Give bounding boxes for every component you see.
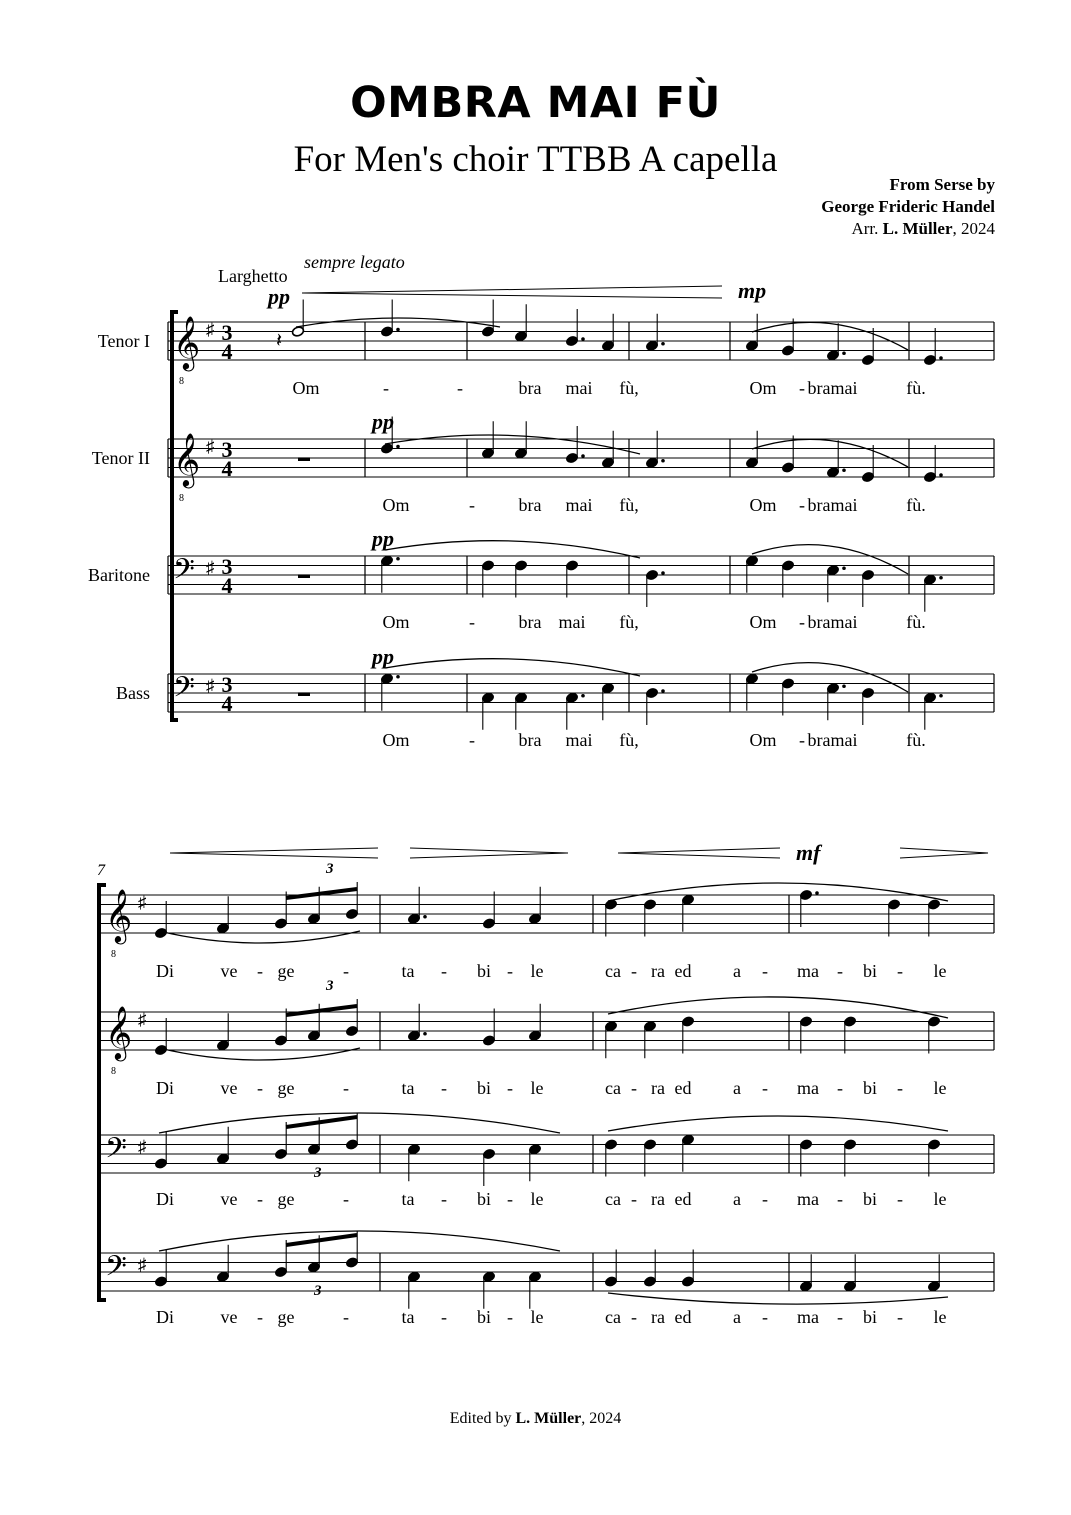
beam (286, 1235, 357, 1245)
lyric-syllable: ca (605, 1189, 621, 1209)
score-subtitle: For Men's choir TTBB A capella (293, 139, 778, 180)
lyric-syllable: ra (651, 1189, 665, 1209)
dynamic-pp: pp (372, 526, 394, 551)
lyric-syllable: - (257, 1078, 263, 1098)
tuplet-number: 3 (314, 1283, 322, 1299)
lyric-syllable: ca (605, 961, 621, 981)
key-signature-sharp: ♯ (138, 1255, 147, 1274)
treble-clef-icon: 𝄞 (105, 1007, 133, 1058)
lyric-syllable: bra (807, 612, 831, 632)
lyric-syllable: ma (797, 1307, 819, 1327)
key-signature-sharp: ♯ (138, 1010, 147, 1029)
lyric-syllable: Om (382, 612, 410, 632)
lyric-syllable: fù, (619, 730, 639, 750)
whole-rest-icon: ▬ (298, 450, 310, 464)
lyric-syllable: mai (830, 730, 858, 750)
whole-rest-icon: ▬ (298, 567, 310, 581)
lyric-syllable: Om (749, 612, 777, 632)
lyric-syllable: Di (156, 1307, 174, 1327)
time-signature-top: 3 (221, 554, 233, 579)
octave-marker: 8 (179, 493, 184, 504)
lyric-syllable: - (343, 1078, 349, 1098)
arranger-prefix: Arr. (851, 219, 879, 238)
lyric-syllable: ve (220, 961, 238, 981)
lyric-syllable: le (530, 1307, 544, 1327)
lyric-syllable: fù, (619, 495, 639, 515)
lyric-syllable: - (897, 961, 903, 981)
lyric-syllable: - (457, 378, 463, 398)
lyric-syllable: - (343, 961, 349, 981)
expression-marking: sempre legato (304, 252, 405, 272)
arranger-year: , 2024 (952, 219, 995, 238)
lyric-syllable: Om (749, 730, 777, 750)
lyric-syllable: mai (830, 612, 858, 632)
lyric-syllable: - (799, 495, 805, 515)
system-bracket (172, 312, 178, 720)
augmentation-dot (423, 915, 427, 919)
augmentation-dot (396, 557, 400, 561)
lyric-syllable: ma (797, 1078, 819, 1098)
key-signature-sharp: ♯ (206, 676, 215, 695)
lyric-syllable: - (507, 1078, 513, 1098)
slur (752, 439, 908, 467)
lyric-syllable: a (733, 1189, 741, 1209)
lyric-syllable: ma (797, 1189, 819, 1209)
time-signature-top: 3 (221, 320, 233, 345)
bass-clef-icon: 𝄢 (105, 1252, 127, 1289)
lyric-syllable: ed (674, 1307, 692, 1327)
lyric-syllable: - (441, 1078, 447, 1098)
quarter-rest-icon: 𝄽 (276, 330, 283, 352)
lyric-syllable: - (837, 1189, 843, 1209)
lyric-syllable: bra (807, 495, 831, 515)
decrescendo-hairpin (900, 848, 988, 853)
lyric-syllable: bi (862, 961, 878, 981)
lyric-syllable: bra (518, 612, 542, 632)
lyric-syllable: ta (401, 1307, 415, 1327)
lyric-syllable: - (441, 1189, 447, 1209)
slur (385, 435, 640, 454)
lyric-syllable: ve (220, 1307, 238, 1327)
lyric-syllable: - (799, 612, 805, 632)
lyric-syllable: le (933, 961, 947, 981)
lyric-syllable: ta (401, 1078, 415, 1098)
footer-credit (0, 1410, 1071, 1428)
lyric-syllable: a (733, 1078, 741, 1098)
lyric-syllable: - (441, 961, 447, 981)
bass-clef-icon: 𝄢 (105, 1134, 127, 1171)
lyric-syllable: bra (518, 378, 542, 398)
crescendo-hairpin (170, 848, 378, 853)
lyric-syllable: bra (807, 730, 831, 750)
composer-name: George Frideric Handel (821, 197, 995, 216)
decrescendo-hairpin (900, 853, 988, 858)
time-signature-top: 3 (221, 437, 233, 462)
footer-year: , 2024 (581, 1410, 622, 1427)
augmentation-dot (423, 1032, 427, 1036)
lyric-syllable: - (441, 1307, 447, 1327)
lyric-syllable: mai (830, 495, 858, 515)
treble-clef-icon: 𝄞 (173, 434, 201, 485)
augmentation-dot (661, 459, 665, 463)
octave-marker: 8 (111, 949, 116, 960)
lyric-syllable: ve (220, 1189, 238, 1209)
lyric-syllable: - (762, 961, 768, 981)
augmentation-dot (396, 675, 400, 679)
lyric-syllable: - (507, 1307, 513, 1327)
crescendo-hairpin (618, 848, 780, 853)
lyric-syllable: - (469, 730, 475, 750)
lyric-syllable: Om (749, 378, 777, 398)
lyric-syllable: - (897, 1189, 903, 1209)
lyric-syllable: ra (651, 1307, 665, 1327)
time-signature-top: 3 (221, 672, 233, 697)
decrescendo-hairpin (410, 848, 568, 853)
lyric-syllable: le (933, 1307, 947, 1327)
lyric-syllable: ma (797, 961, 819, 981)
lyric-syllable: - (762, 1189, 768, 1209)
lyric-syllable: ge (277, 1078, 295, 1098)
augmentation-dot (939, 356, 943, 360)
lyric-syllable: fù. (906, 378, 926, 398)
lyric-syllable: Om (749, 495, 777, 515)
lyric-syllable: Di (156, 1189, 174, 1209)
whole-rest-icon: ▬ (298, 685, 310, 699)
lyric-syllable: - (837, 1307, 843, 1327)
time-signature-bottom: 4 (221, 456, 233, 481)
lyric-syllable: - (469, 495, 475, 515)
slur (385, 659, 640, 676)
slur (752, 322, 908, 350)
lyric-syllable: fù, (619, 378, 639, 398)
decrescendo-hairpin (410, 853, 568, 858)
lyric-syllable: fù, (619, 612, 639, 632)
measure-number: 7 (97, 862, 105, 879)
time-signature-bottom: 4 (221, 573, 233, 598)
lyric-syllable: le (933, 1078, 947, 1098)
lyric-syllable: fù. (906, 612, 926, 632)
crescendo-hairpin (618, 853, 780, 858)
lyric-syllable: ra (651, 1078, 665, 1098)
bass-clef-icon: 𝄢 (173, 673, 195, 710)
lyric-syllable: mai (830, 378, 858, 398)
treble-clef-icon: 𝄞 (173, 317, 201, 368)
dynamic-pp: pp (268, 284, 290, 309)
dynamic-pp: pp (372, 644, 394, 669)
lyric-syllable: le (530, 1189, 544, 1209)
lyric-syllable: - (343, 1307, 349, 1327)
lyric-syllable: - (897, 1078, 903, 1098)
lyric-syllable: - (257, 1307, 263, 1327)
lyric-syllable: ed (674, 1189, 692, 1209)
lyric-syllable: fù. (906, 495, 926, 515)
beam (286, 1006, 357, 1015)
tempo-marking: Larghetto (218, 266, 288, 286)
augmentation-dot (842, 351, 846, 355)
lyric-syllable: le (530, 1078, 544, 1098)
lyric-syllable: - (799, 378, 805, 398)
dynamic-pp: pp (372, 409, 394, 434)
lyric-syllable: - (507, 1189, 513, 1209)
lyric-syllable: - (762, 1078, 768, 1098)
lyric-syllable: - (799, 730, 805, 750)
lyric-syllable: - (897, 1307, 903, 1327)
lyric-syllable: bi (476, 1307, 492, 1327)
lyric-syllable: - (837, 961, 843, 981)
lyric-syllable: ge (277, 961, 295, 981)
lyric-syllable: ta (401, 961, 415, 981)
lyric-syllable: Di (156, 961, 174, 981)
part-name-baritone: Baritone (88, 565, 150, 585)
lyric-syllable: ca (605, 1078, 621, 1098)
lyric-syllable: - (631, 1307, 637, 1327)
footer-name: L. Müller (515, 1410, 582, 1427)
lyric-syllable: bi (862, 1078, 878, 1098)
slur (159, 1231, 560, 1251)
lyric-syllable: bra (518, 730, 542, 750)
augmentation-dot (842, 468, 846, 472)
crescendo-hairpin (302, 293, 722, 298)
lyric-syllable: le (933, 1189, 947, 1209)
lyric-syllable: - (631, 1189, 637, 1209)
lyric-syllable: ta (401, 1189, 415, 1209)
lyric-syllable: Om (292, 378, 320, 398)
lyric-syllable: - (469, 612, 475, 632)
augmentation-dot (396, 328, 400, 332)
lyric-syllable: mai (565, 730, 593, 750)
lyric-syllable: Di (156, 1078, 174, 1098)
augmentation-dot (939, 576, 943, 580)
augmentation-dot (396, 445, 400, 449)
lyric-syllable: bra (807, 378, 831, 398)
augmentation-dot (581, 694, 585, 698)
augmentation-dot (581, 454, 585, 458)
slur (608, 883, 948, 901)
lyric-syllable: ed (674, 961, 692, 981)
key-signature-sharp: ♯ (138, 893, 147, 912)
lyric-syllable: - (631, 961, 637, 981)
key-signature-sharp: ♯ (138, 1137, 147, 1156)
part-name-tenor-i: Tenor I (97, 331, 150, 351)
augmentation-dot (842, 566, 846, 570)
augmentation-dot (661, 689, 665, 693)
lyric-syllable: bi (862, 1307, 878, 1327)
lyric-syllable: mai (558, 612, 586, 632)
augmentation-dot (939, 473, 943, 477)
treble-clef-icon: 𝄞 (105, 890, 133, 941)
score-title: OMBRA MAI FÙ (350, 78, 721, 128)
lyric-syllable: bi (862, 1189, 878, 1209)
octave-marker: 8 (111, 1066, 116, 1077)
lyric-syllable: ed (674, 1078, 692, 1098)
key-signature-sharp: ♯ (206, 558, 215, 577)
slur (159, 1113, 560, 1133)
crescendo-hairpin (302, 286, 722, 293)
time-signature-bottom: 4 (221, 691, 233, 716)
augmentation-dot (815, 891, 819, 895)
dynamic-mf: mf (796, 840, 821, 865)
lyric-syllable: le (530, 961, 544, 981)
arranger-name: L. Müller (882, 219, 953, 238)
lyric-syllable: - (762, 1307, 768, 1327)
slur (385, 541, 640, 558)
lyric-syllable: - (383, 378, 389, 398)
key-signature-sharp: ♯ (206, 437, 215, 456)
augmentation-dot (939, 694, 943, 698)
augmentation-dot (581, 337, 585, 341)
lyric-syllable: - (631, 1078, 637, 1098)
beam (286, 1117, 357, 1127)
tuplet-number: 3 (326, 861, 334, 877)
lyric-syllable: mai (565, 495, 593, 515)
lyric-syllable: bra (518, 495, 542, 515)
lyric-syllable: fù. (906, 730, 926, 750)
source-line: From Serse by (889, 175, 995, 194)
lyric-syllable: bi (476, 961, 492, 981)
tuplet-number: 3 (326, 978, 334, 994)
lyric-syllable: ca (605, 1307, 621, 1327)
lyric-syllable: Om (382, 730, 410, 750)
lyric-syllable: ge (277, 1189, 295, 1209)
slur (608, 1293, 948, 1304)
dynamic-mp: mp (738, 278, 767, 303)
lyric-syllable: - (837, 1078, 843, 1098)
lyric-syllable: a (733, 961, 741, 981)
bass-clef-icon: 𝄢 (173, 555, 195, 592)
part-name-tenor-ii: Tenor II (91, 448, 150, 468)
beam (286, 889, 357, 898)
lyric-syllable: Om (382, 495, 410, 515)
crescendo-hairpin (170, 853, 378, 858)
lyric-syllable: ge (277, 1307, 295, 1327)
lyric-syllable: mai (565, 378, 593, 398)
slur (608, 997, 948, 1018)
lyric-syllable: a (733, 1307, 741, 1327)
time-signature-bottom: 4 (221, 339, 233, 364)
system-bracket (99, 885, 106, 1300)
footer-prefix: Edited by (449, 1410, 512, 1427)
augmentation-dot (842, 684, 846, 688)
lyric-syllable: - (507, 961, 513, 981)
lyric-syllable: bi (476, 1078, 492, 1098)
lyric-syllable: - (257, 961, 263, 981)
slur (608, 1116, 948, 1131)
lyric-syllable: ve (220, 1078, 238, 1098)
part-name-bass: Bass (115, 683, 150, 703)
tuplet-number: 3 (314, 1165, 322, 1181)
augmentation-dot (661, 571, 665, 575)
lyric-syllable: bi (476, 1189, 492, 1209)
lyric-syllable: ra (651, 961, 665, 981)
key-signature-sharp: ♯ (206, 320, 215, 339)
lyric-syllable: - (343, 1189, 349, 1209)
lyric-syllable: - (257, 1189, 263, 1209)
octave-marker: 8 (179, 376, 184, 387)
augmentation-dot (661, 342, 665, 346)
